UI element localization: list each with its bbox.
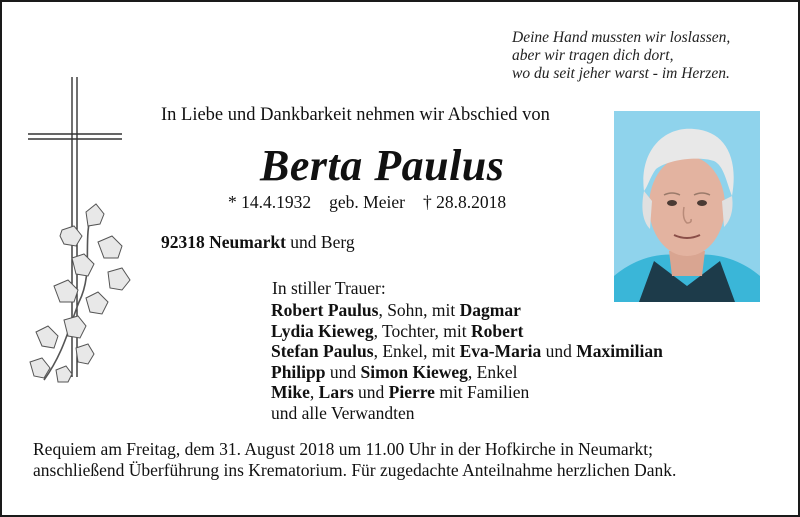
- location-place: 92318 Neumarkt: [161, 232, 286, 252]
- mourner-relation: , Sohn, mit: [378, 300, 460, 320]
- requiem-line: Requiem am Freitag, dem 31. August 2018 um 11.00 Uhr in der Hofkirche in Neumarkt;: [33, 439, 654, 459]
- mourner-name: Philipp: [271, 361, 326, 382]
- quote-line: aber wir tragen dich dort,: [512, 47, 674, 64]
- mourner-line: [271, 362, 663, 383]
- death-date: † 28.8.2018: [422, 192, 507, 212]
- mourner-name: Maximilian: [576, 341, 663, 361]
- mourner-relation: mit Familien: [434, 382, 530, 402]
- mourner-name: Dagmar: [459, 300, 521, 320]
- mourner-name: Pierre: [388, 382, 435, 402]
- mourner-relation: ,: [309, 382, 319, 402]
- mourner-line: [271, 403, 663, 424]
- mourner-relation: und alle Verwandten: [271, 402, 415, 423]
- location-rest: und Berg: [285, 232, 355, 252]
- mourner-name: Stefan Paulus: [271, 341, 374, 361]
- mourner-line: [271, 321, 663, 342]
- mourner-relation: und: [325, 361, 361, 382]
- intro-text: In Liebe und Dankbarkeit nehmen wir Abschied von: [161, 105, 550, 125]
- quote-line: Deine Hand mussten wir loslassen,: [512, 29, 731, 46]
- quote-line: wo du seit jeher warst - im Herzen.: [512, 65, 730, 82]
- mourners-list: [271, 300, 663, 423]
- mourner-relation: und: [353, 382, 389, 402]
- mourner-name: Lars: [318, 382, 354, 402]
- mourner-name: Eva-Maria: [459, 341, 542, 361]
- mourner-relation: , Enkel, mit: [373, 341, 460, 361]
- mourner-relation: , Enkel: [467, 361, 518, 382]
- mourner-relation: , Tochter, mit: [373, 320, 471, 341]
- location: [161, 232, 355, 253]
- requiem-notice: [33, 439, 676, 481]
- birth-date: * 14.4.1932: [228, 192, 312, 212]
- mourner-name: Lydia Kieweg: [271, 320, 374, 341]
- mourner-relation: und: [541, 341, 577, 361]
- deceased-name: Berta Paulus: [260, 141, 505, 190]
- ivy-icon: [24, 202, 144, 392]
- requiem-line: anschließend Überführung ins Krematorium. Für zugedachte Anteilnahme herzlichen Dank.: [33, 460, 677, 480]
- mourner-name: Mike: [271, 382, 310, 402]
- maiden-name: geb. Meier: [329, 192, 405, 212]
- mourner-name: Simon Kieweg: [360, 361, 468, 382]
- mourning-label: In stiller Trauer:: [272, 278, 386, 298]
- mourner-line: [271, 341, 663, 362]
- mourner-line: [271, 382, 663, 403]
- portrait-photo: [614, 111, 760, 302]
- mourner-line: [271, 300, 663, 321]
- life-dates: [228, 192, 506, 213]
- mourner-name: Robert Paulus: [271, 300, 379, 320]
- memorial-quote: [512, 29, 730, 83]
- mourner-name: Robert: [470, 320, 524, 341]
